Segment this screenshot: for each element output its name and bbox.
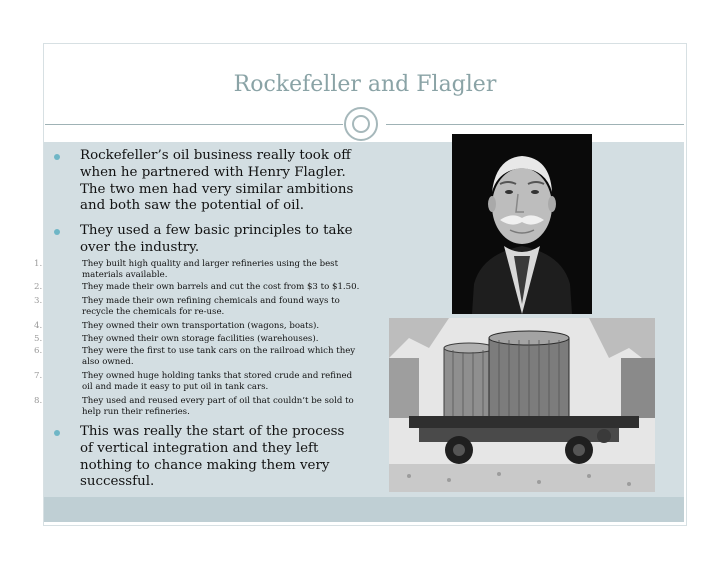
oil-tank-car-image <box>389 318 655 492</box>
numbered-item <box>34 259 364 281</box>
numbered-item <box>34 282 364 293</box>
footer-band <box>44 497 684 522</box>
item-number: 5. <box>34 334 43 344</box>
bullet-item <box>54 148 354 215</box>
item-number: 8. <box>34 396 43 406</box>
numbered-item <box>34 371 364 393</box>
item-number: 4. <box>34 321 43 331</box>
item-text: They made their own refining chemicals and found ways to recycle the chemicals for re-use. <box>82 296 340 318</box>
item-number: 2. <box>34 282 43 292</box>
numbered-item <box>34 396 364 418</box>
item-text: They owned huge holding tanks that stored crude and refined oil and made it easy to put oil in tank cars. <box>82 371 353 393</box>
slide-title: Rockefeller and Flagler <box>233 72 497 97</box>
item-number: 7. <box>34 371 43 381</box>
item-text: They were the first to use tank cars on the railroad which they also owned. <box>82 346 356 368</box>
bullet-item <box>54 424 354 491</box>
item-number: 3. <box>34 296 43 306</box>
henry-flagler-portrait-image <box>452 134 592 314</box>
numbered-item <box>34 346 364 368</box>
bullet-dot-icon <box>54 430 60 436</box>
numbered-item <box>34 321 364 332</box>
bullet-text: This was really the start of the process of vertical integration and they left nothing to chance making them very successful. <box>80 424 345 490</box>
item-number: 6. <box>34 346 43 356</box>
item-text: They built high quality and larger refineries using the best materials available. <box>82 259 339 281</box>
title-divider-left <box>45 124 343 125</box>
bullet-text: Rockefeller’s oil business really took off when he partnered with Henry Flagler. The two men had very similar ambitions and both saw the potential of oil. <box>80 148 354 214</box>
numbered-item <box>34 296 364 318</box>
divider-ring-ornament <box>344 107 378 141</box>
title-divider-right <box>386 124 684 125</box>
item-text: They used and reused every part of oil that couldn’t be sold to help run their refineries. <box>82 396 354 418</box>
bullet-dot-icon <box>54 229 60 235</box>
bullet-text: They used a few basic principles to take over the industry. <box>80 223 353 255</box>
bullet-dot-icon <box>54 154 60 160</box>
bullet-item <box>54 223 354 257</box>
item-text: They owned their own storage facilities (warehouses). <box>82 334 319 344</box>
item-text: They owned their own transportation (wagons, boats). <box>82 321 320 331</box>
item-text: They made their own barrels and cut the cost from $3 to $1.50. <box>82 282 360 292</box>
item-number: 1. <box>34 259 43 269</box>
numbered-item <box>34 334 364 345</box>
